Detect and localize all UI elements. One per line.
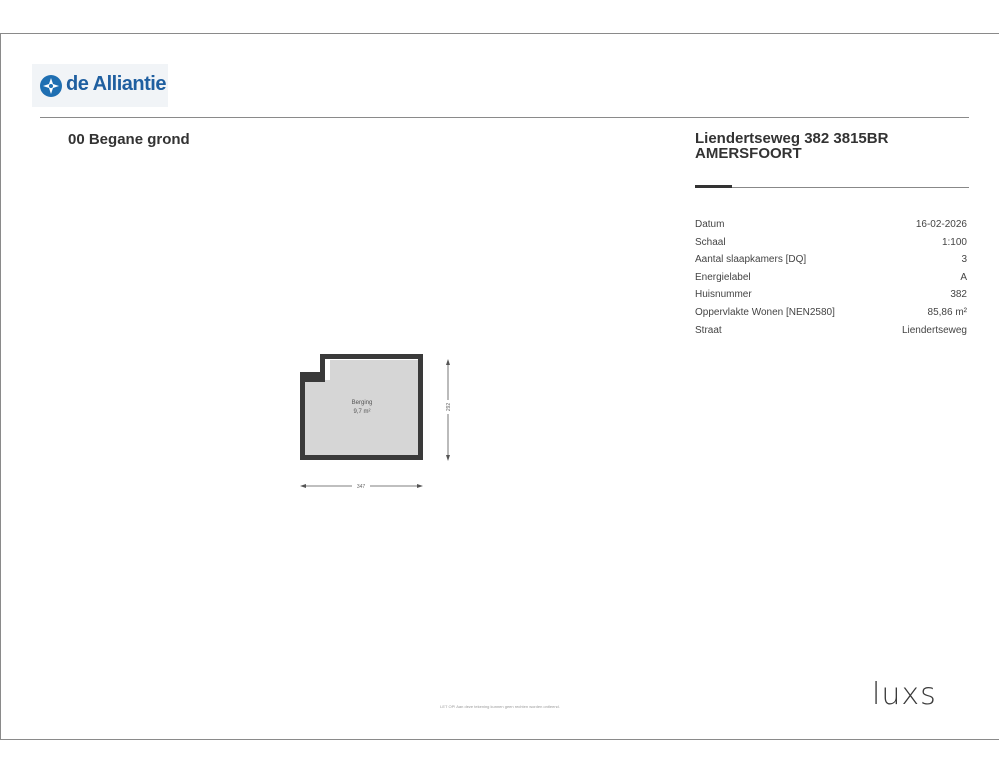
floor-title: 00 Begane grond (68, 131, 190, 148)
detail-value: A (960, 271, 967, 283)
logo-text: de Alliantie (66, 73, 166, 95)
de-alliantie-logo (32, 64, 168, 107)
disclaimer-note: LET OP! Aan deze tekening kunnen geen rechten worden ontleend. (440, 704, 560, 709)
detail-label: Oppervlakte Wonen [NEN2580] (695, 306, 835, 318)
detail-row (695, 304, 967, 322)
header-divider (40, 117, 969, 118)
detail-label: Datum (695, 219, 725, 230)
detail-value: 1:100 (941, 236, 967, 248)
detail-value: 16-02-2026 (915, 219, 967, 230)
height-dimension-label: 292 (446, 402, 452, 412)
detail-value: 382 (950, 289, 967, 301)
detail-row (695, 286, 967, 304)
address-street: Liendertseweg 382 3815BR (695, 130, 889, 147)
address-divider (732, 187, 969, 188)
address-block (695, 131, 888, 161)
width-dimension-label: 347 (356, 484, 366, 490)
detail-row (695, 234, 967, 252)
luxs-logo: luxs (872, 677, 937, 712)
detail-label: Huisnummer (695, 289, 752, 301)
detail-row (695, 269, 967, 287)
floor-plan (290, 345, 470, 495)
height-dimension (444, 359, 452, 461)
detail-row (695, 216, 967, 234)
detail-label: Straat (695, 324, 722, 336)
alliantie-mark-icon (40, 75, 62, 97)
detail-row (695, 322, 967, 340)
width-dimension (300, 482, 423, 490)
detail-row (695, 251, 967, 269)
room-name: Berging (351, 400, 373, 406)
detail-value: Liendertseweg (901, 324, 967, 336)
detail-value: 85,86 m² (927, 306, 967, 318)
detail-label: Aantal slaapkamers [DQ] (695, 254, 807, 266)
address-city: AMERSFOORT (695, 145, 802, 162)
address-accent-bar (695, 185, 732, 188)
detail-label: Schaal (695, 236, 726, 248)
details-table (695, 216, 967, 339)
detail-value: 3 (961, 254, 967, 266)
detail-label: Energielabel (695, 271, 751, 283)
room-area: 9,7 m² (353, 409, 371, 415)
